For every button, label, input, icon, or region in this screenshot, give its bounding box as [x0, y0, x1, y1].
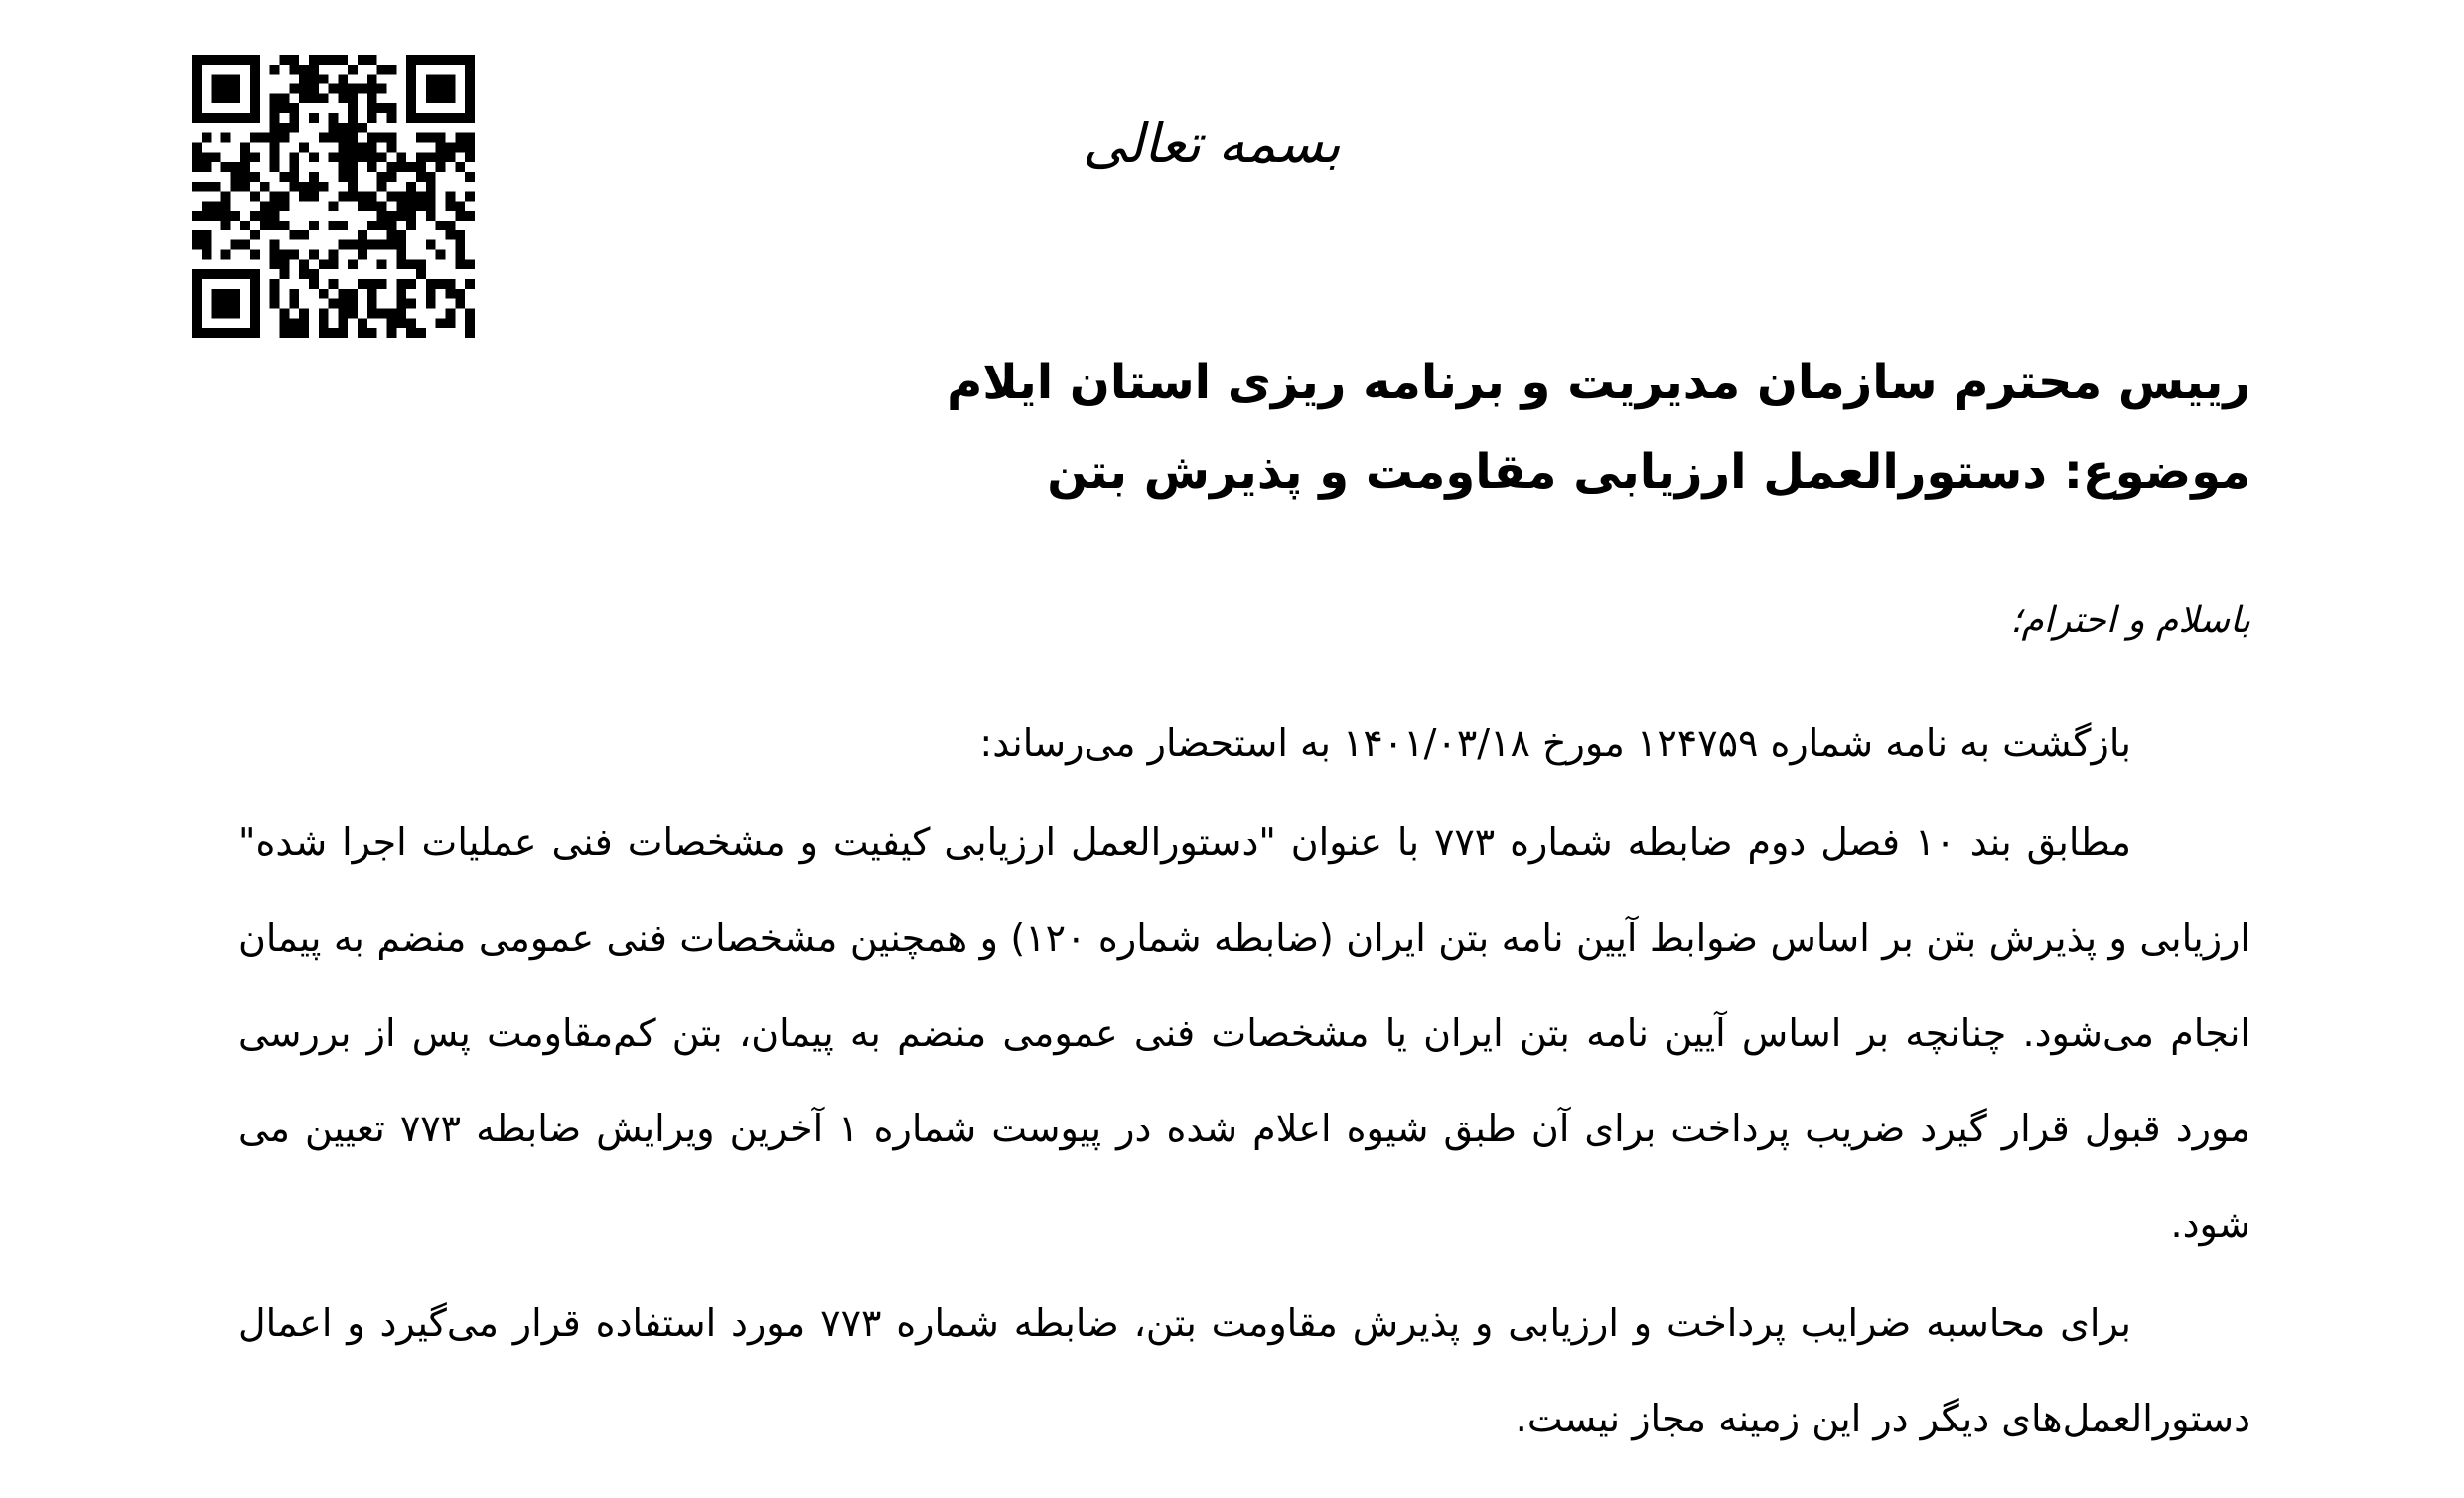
letter-header: [562, 338, 2250, 517]
paragraph-conclusion: برای محاسبه ضرایب پرداخت و ارزیابی و پذیرش مقاومت بتن، ضابطه شماره ۷۷۳ مورد استفاده قرار می‌گیرد و اعمال دستورالعمل‌های دیگر در این زمینه مجاز نیست.: [238, 1301, 2250, 1440]
paragraph-regulation: مطابق بند ۱۰ فصل دوم ضابطه شماره ۷۷۳ با عنوان "دستورالعمل ارزیابی کیفیت و مشخصات فنی عملیات اجرا شده" ارزیابی و پذیرش بتن بر اساس ضوابط آیین نامه بتن ایران (ضابطه شماره ۱۲۰) و همچنین مشخصات فنی عمومی منضم به پیمان انجام می‌شود. چنانچه بر اساس آیین نامه بتن ایران یا مشخصات فنی عمومی منضم به پیمان، بتن کم‌مقاومت پس از بررسی مورد قبول قرار گیرد ضریب پرداخت برای آن طبق شیوه اعلام شده در پیوست شماره ۱ آخرین ویرایش ضابطه ۷۷۳ تعیین می شود.: [238, 821, 2250, 1246]
letter-body: [238, 695, 2250, 1470]
addressee-line: رییس محترم سازمان مدیریت و برنامه ریزی استان ایلام: [947, 355, 2250, 410]
subject-line: موضوع: دستورالعمل ارزیابی مقاومت و پذیرش بتن: [1047, 444, 2250, 500]
invocation-heading: بسمه تعالی: [1083, 112, 1341, 175]
qr-code: [192, 55, 475, 338]
paragraph-reference: بازگشت به نامه شماره ۱۲۴۷۵۹ مورخ ۱۴۰۱/۰۳/۱۸ به استحضار می‌رساند:: [979, 721, 2131, 765]
qr-code-graphic: [192, 55, 475, 338]
greeting-line: باسلام و احترام؛: [2010, 600, 2250, 641]
